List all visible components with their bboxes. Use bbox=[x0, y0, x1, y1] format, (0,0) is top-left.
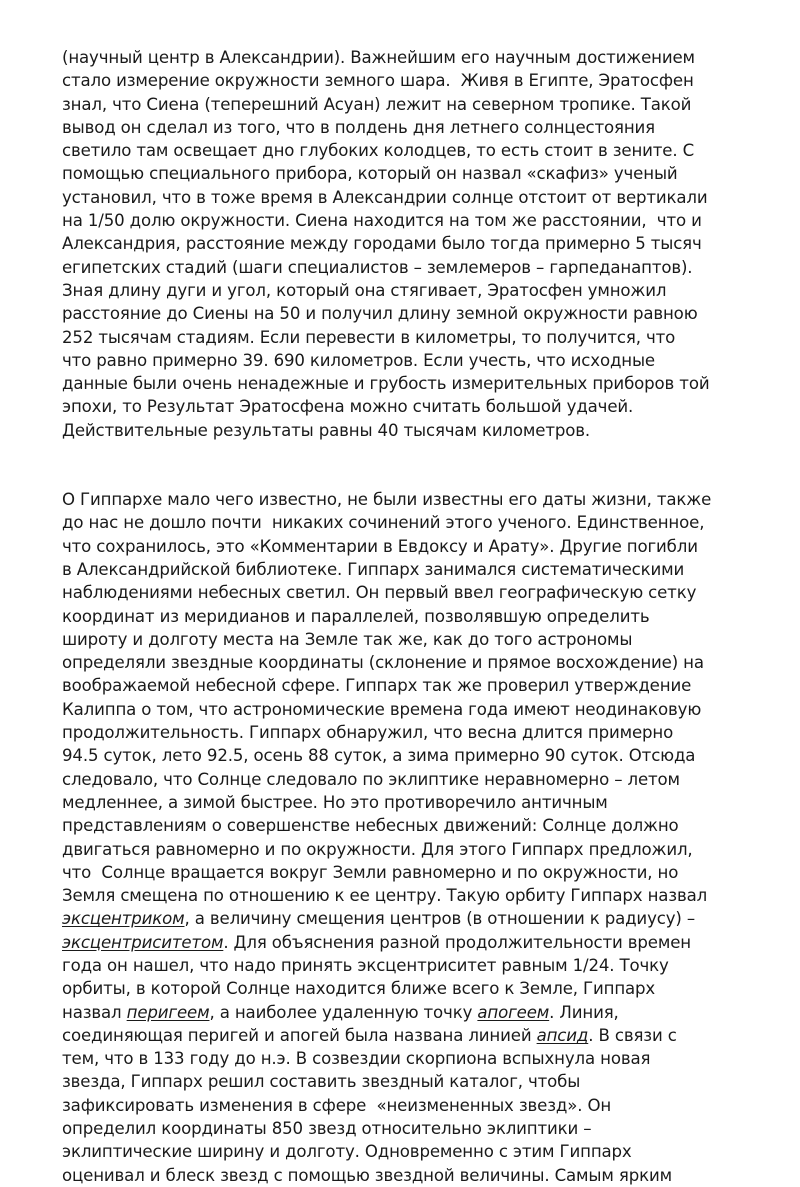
text-segment: египетских стадий (шаги специалистов – землемеров – гарпеданаптов). bbox=[62, 257, 693, 277]
text-line bbox=[62, 162, 797, 185]
text-segment: назвал bbox=[62, 1002, 127, 1022]
text-segment: Александрия, расстояние между городами было тогда примерно 5 тысяч bbox=[62, 234, 702, 254]
text-line bbox=[62, 954, 797, 977]
text-segment: расстояние до Сиены на 50 и получил длину земной окружности равною bbox=[62, 304, 698, 324]
text-segment: широту и долготу места на Земле так же, как до того астрономы bbox=[62, 629, 633, 649]
text-line bbox=[62, 1001, 797, 1024]
text-line bbox=[62, 838, 797, 861]
text-segment: что сохранилось, это «Комментарии в Евдоксу и Арату». Другие погибли bbox=[62, 536, 698, 556]
text-segment: помощью специального прибора, который он назвал «скафиз» ученый bbox=[62, 164, 678, 184]
text-line bbox=[62, 581, 797, 604]
text-line bbox=[62, 721, 797, 744]
paragraph-hipparchus bbox=[62, 488, 797, 1187]
text-segment: в Александрийской библиотеке. Гиппарх занимался систематическими bbox=[62, 559, 685, 579]
text-line bbox=[62, 1047, 797, 1070]
text-segment: наблюдениями небесных светил. Он первый ввел географическую сетку bbox=[62, 583, 697, 603]
text-line bbox=[62, 488, 797, 511]
text-segment: оценивал и блеск звезд с помощью звездной величины. Самым ярким bbox=[62, 1165, 672, 1185]
text-segment: вывод он сделал из того, что в полдень дня летнего солнцестояния bbox=[62, 117, 656, 137]
text-line bbox=[62, 814, 797, 837]
text-line bbox=[62, 907, 797, 930]
text-line bbox=[62, 279, 797, 302]
text-line bbox=[62, 861, 797, 884]
text-line bbox=[62, 931, 797, 954]
term-underlined: апогеем bbox=[477, 1002, 550, 1022]
text-line bbox=[62, 605, 797, 628]
text-segment: Земля смещена по отношению к ее центру. Такую орбиту Гиппарх назвал bbox=[62, 886, 708, 906]
text-segment: определяли звездные координаты (склонение и прямое восхождение) на bbox=[62, 653, 704, 673]
text-segment: медленнее, а зимой быстрее. Но это противоречило античным bbox=[62, 792, 608, 812]
text-line bbox=[62, 1164, 797, 1187]
text-segment: установил, что в тоже время в Александрии солнце отстоит от вертикали bbox=[62, 187, 708, 207]
text-line bbox=[62, 46, 797, 69]
text-segment: до нас не дошло почти никаких сочинений этого ученого. Единственное, bbox=[62, 513, 705, 533]
text-line bbox=[62, 93, 797, 116]
text-line bbox=[62, 232, 797, 255]
text-line bbox=[62, 349, 797, 372]
text-line bbox=[62, 1140, 797, 1163]
text-line bbox=[62, 256, 797, 279]
text-segment: на 1/50 долю окружности. Сиена находится на том же расстоянии, что и bbox=[62, 211, 702, 231]
text-segment: 94.5 суток, лето 92.5, осень 88 суток, а зима примерно 90 суток. Отсюда bbox=[62, 746, 696, 766]
text-segment: тем, что в 133 году до н.э. В созвездии скорпиона вспыхнула новая bbox=[62, 1049, 651, 1069]
text-segment: звезда, Гиппарх решил составить звездный каталог, чтобы bbox=[62, 1072, 581, 1092]
text-line bbox=[62, 302, 797, 325]
text-line bbox=[62, 186, 797, 209]
text-segment: эклиптические ширину и долготу. Одновременно с этим Гиппарх bbox=[62, 1142, 632, 1162]
text-line bbox=[62, 395, 797, 418]
text-segment: , а величину смещения центров (в отношении к радиусу) – bbox=[184, 909, 695, 929]
text-segment: , а наиболее удаленную точку bbox=[209, 1002, 478, 1022]
text-line bbox=[62, 628, 797, 651]
text-segment: данные были очень ненадежные и грубость измерительных приборов той bbox=[62, 374, 710, 394]
text-segment: стало измерение окружности земного шара. Живя в Египте, Эратосфен bbox=[62, 71, 694, 91]
text-segment: знал, что Сиена (теперешний Асуан) лежит на северном тропике. Такой bbox=[62, 94, 692, 114]
term-underlined: апсид bbox=[536, 1025, 589, 1045]
text-line bbox=[62, 511, 797, 534]
document-page bbox=[62, 46, 797, 1187]
text-segment: орбиты, в которой Солнце находится ближе всего к Земле, Гиппарх bbox=[62, 979, 656, 999]
text-line bbox=[62, 419, 797, 442]
text-line bbox=[62, 1117, 797, 1140]
text-segment: 252 тысячам стадиям. Если перевести в километры, то получится, что bbox=[62, 327, 676, 347]
text-segment: что равно примерно 39. 690 километров. Если учесть, что исходные bbox=[62, 350, 655, 370]
text-segment: . Линия, bbox=[549, 1002, 619, 1022]
term-underlined: эксцентриком bbox=[62, 909, 185, 929]
text-segment: Калиппа о том, что астрономические времена года имеют неодинаковую bbox=[62, 699, 702, 719]
text-segment: координат из меридианов и параллелей, позволявшую определить bbox=[62, 606, 650, 626]
text-segment: двигаться равномерно и по окружности. Для этого Гиппарх предложил, bbox=[62, 839, 693, 859]
text-segment: воображаемой небесной сфере. Гиппарх так же проверил утверждение bbox=[62, 676, 692, 696]
text-segment: определил координаты 850 звезд относительно эклиптики – bbox=[62, 1119, 592, 1139]
text-segment: эпохи, то Результат Эратосфена можно считать большой удачей. bbox=[62, 397, 634, 417]
text-segment: . Для объяснения разной продолжительности времен bbox=[223, 932, 691, 952]
text-line bbox=[62, 768, 797, 791]
text-line bbox=[62, 884, 797, 907]
text-line bbox=[62, 791, 797, 814]
text-segment: О Гиппархе мало чего известно, не были известны его даты жизни, также bbox=[62, 490, 712, 510]
text-line bbox=[62, 116, 797, 139]
term-underlined: перигеем bbox=[126, 1002, 210, 1022]
text-segment: светило там освещает дно глубоких колодцев, то есть стоит в зените. С bbox=[62, 141, 695, 161]
text-segment: года он нашел, что надо принять эксцентриситет равным 1/24. Точку bbox=[62, 955, 669, 975]
text-line bbox=[62, 209, 797, 232]
text-segment: следовало, что Солнце следовало по эклиптике неравномерно – летом bbox=[62, 769, 680, 789]
text-line bbox=[62, 977, 797, 1000]
text-line bbox=[62, 535, 797, 558]
text-segment: (научный центр в Александрии). Важнейшим его научным достижением bbox=[62, 48, 695, 67]
text-segment: Зная длину дуги и угол, который она стягивает, Эратосфен умножил bbox=[62, 280, 667, 300]
text-segment: зафиксировать изменения в сфере «неизмененных звезд». Он bbox=[62, 1095, 612, 1115]
text-line bbox=[62, 372, 797, 395]
text-segment: представлениям о совершенстве небесных движений: Солнце должно bbox=[62, 816, 679, 836]
term-underlined: эксцентриситетом bbox=[62, 932, 224, 952]
text-line bbox=[62, 326, 797, 349]
text-segment: соединяющая перигей и апогей была названа линией bbox=[62, 1025, 537, 1045]
text-line bbox=[62, 1094, 797, 1117]
text-line bbox=[62, 69, 797, 92]
text-segment: что Солнце вращается вокруг Земли равномерно и по окружности, но bbox=[62, 862, 679, 882]
text-line bbox=[62, 744, 797, 767]
text-line bbox=[62, 1070, 797, 1093]
text-segment: продолжительность. Гиппарх обнаружил, что весна длится примерно bbox=[62, 723, 674, 743]
text-segment: . В связи с bbox=[588, 1025, 677, 1045]
text-line bbox=[62, 558, 797, 581]
text-line bbox=[62, 139, 797, 162]
paragraph-eratosthenes bbox=[62, 46, 797, 442]
text-line bbox=[62, 1024, 797, 1047]
text-line bbox=[62, 674, 797, 697]
text-line bbox=[62, 698, 797, 721]
text-line bbox=[62, 651, 797, 674]
text-segment: Действительные результаты равны 40 тысячам километров. bbox=[62, 420, 590, 440]
